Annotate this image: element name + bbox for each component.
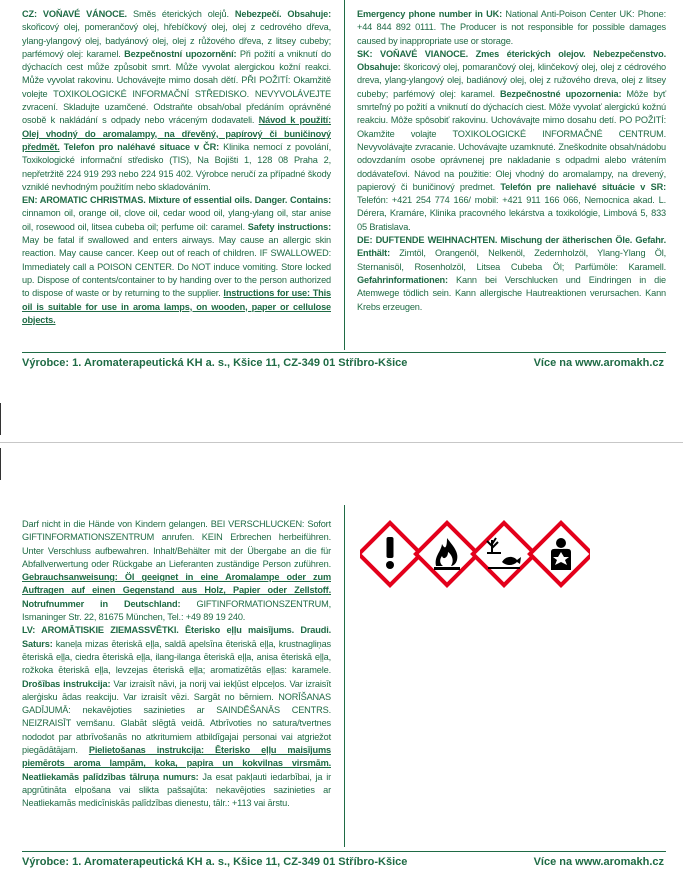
crop-mark-left-2 [0,448,1,480]
bottom-footer-website: Více na www.aromakh.cz [533,856,664,868]
lv-use-instructions: Pielietošanas instrukcija: Ēterisko eļļu maisījums piemērots aroma lampām, koka, papira un kokvilnas virsmām. [22,745,331,769]
ghs-pictograms [360,517,590,591]
cz-use-instructions: Návod k použití: Olej vhodný do aromalampy, na dřevěný, papírový či buničinový předmět. [22,115,331,152]
sk-heading: SK: VOŇAVÉ VIANOCE. Zmes éterických olejov. Nebezpečenstvo. Obsahuje: [357,48,666,73]
en-section-cont: Emergency phone number in UK: National Anti-Poison Center UK: Phone: +44 844 892 0111. The Producer is not responsible for possible damages caused by inappropriate use or storage. [357,9,666,46]
exclamation-mark-icon [360,523,421,585]
gap-separator [0,442,683,443]
bottom-footer-producer: Výrobce: 1. Aromaterapeutická KH a. s., Kšice 11, CZ-349 01 Stříbro-Kšice [22,856,408,868]
top-footer-producer: Výrobce: 1. Aromaterapeutická KH a. s., Kšice 11, CZ-349 01 Stříbro-Kšice [22,357,408,369]
cz-heading: CZ: VOŇAVÉ VÁNOCE. [22,9,127,19]
de-use-instructions: Gebrauchsanweisung: Öl geeignet in eine Aromalampe oder zum Auftragen auf einen Gegenstand aus Holz, Papier oder Zellstoff. [22,572,331,596]
column-left-top [22,8,331,327]
de-heading: DE: DUFTENDE WEIHNACHTEN. Mischung der ätherischen Öle. Gefahr. Enthält: [357,235,666,259]
crop-mark-left-1 [0,403,1,435]
sk-section: SK: VOŇAVÉ VIANOCE. Zmes éterických olejov. Nebezpečenstvo. Obsahuje: škoricový olej, pomarančový olej, klinčekový olej, olej z cédrového dreva, ylang-ylangový olej, badiánový olej, olej z ružového dreva, olej z litsey cubeby; parfémový olej: karamel. Bezpečnostné upozornenia: Môže byť smrteľný po požití a vniknutí do dýchacích ciest. Môže vyvolať alergickú kožnú reakciu. Môže spôsobiť rakovinu. Uchovávajte mimo dosahu detí. PO POŽITÍ: Okamžite volajte TOXIKOLOGICKÉ INFORMAČNÉ CENTRUM. Nevyvolávajte zvracanie. Uchovávajte uzamknuté. Zneškodnite obsah/nádobu odovzdaním osobe oprávnenej pre nakladanie s odpadmi alebo vrátením dodávateľovi. Návod na použitie: Olej vhodný do aromalampy, na drevený, papierový či buničinový predmet. Telefón pre naliehavé situácie v SR: Telefón: +421 254 774 166/ mobil: +421 911 166 066, Nemocnica akad. L. Dérera, Kramáre, Klinika pracovného lekárstva a toxikológie, Limbová 5, 833 05 Bratislava. [357,48,667,232]
health-hazard-icon [530,523,590,585]
top-footer-divider [22,352,666,353]
en-section: EN: AROMATIC CHRISTMAS. Mixture of essential oils. Danger. Contains: cinnamon oil, orange oil, clove oil, cedar wood oil, ylang-ylang oil, star anise oil, rosewood oil, litsea cubeba oil; perfume oil: caramel. Safety instructions: May be fatal if swallowed and enters airways. May cause an allergic skin reaction. May cause cancer. Keep out of reach of children. IF SWALLOWED: Immediately call a POISON CENTER. Do NOT induce vomiting. Store locked up. Dispose of contents/container to by handing over to the person authorized to dispose of waste or by returning to the supplier. Instructions for use: This oil is suitable for use in aroma lamps, on wooden, paper or cellulose objects. [22,195,332,325]
bottom-footer-divider [22,851,666,852]
bottom-column-divider [344,505,345,847]
environment-icon [473,523,535,585]
column-left-bottom [22,518,331,811]
de-section-cont: Darf nicht in die Hände von Kindern gelangen. BEI VERSCHLUCKEN: Sofort GIFTINFORMATIONSZENTRUM anrufen. KEIN Erbrechen herbeiführen. Unter Verschluss aufbewahren. Inhalt/Behälter mit der Übergabe an die für Abfallverwertung oder Rückgabe an Lieferanten zuständige Person zuführen. Gebrauchsanweisung: Öl geeignet in eine Aromalampe oder zum Auftragen auf einen Gegenstand aus Holz, Papier oder Zellstoff. Notrufnummer in Deutschland: GIFTINFORMATIONSZENTRUM, Ismaninger Str. 22, 81675 München, Tel.: +49 89 19 240. [22,519,331,623]
column-right-top [357,8,666,314]
en-use-instructions: Instructions for use: This oil is suitable for use in aroma lamps, on wooden, paper or cellulose objects. [22,288,331,325]
cz-section: CZ: VOŇAVÉ VÁNOCE. Směs éterických olejů. Nebezpečí. Obsahuje: skořicový olej, pomerančový olej, hřebíčkový olej, olej z cedrového dřeva, ylang-ylangový olej, badyánový olej, olej z růžového dřeva, z litsey cubeby; parfémový olej: karamel. Bezpečnostní upozornění: Při požití a vniknutí do dýchacích cest může způsobit smrt. Může vyvolat alergickou kožní reakci. Může vyvolat rakovinu. Uchovávejte mimo dosah dětí. PŘI POŽITÍ: Okamžitě volejte TOXIKOLOGICKÉ INFORMAČNÍ STŘEDISKO. NEVYVOLÁVEJTE zvracení. Skladujte uzamčené. Odstraňte obsah/obal předáním oprávněné osobě k nakládání s odpady nebo vráceným dodavateli. Návod k použití: Olej vhodný do aromalampy, na dřevěný, papírový či buničinový předmět. Telefon pro naléhavé situace v ČR: Klinika nemocí z povolání, Toxikologické informační středisko (TIS), Na Bojišti 1, 128 08 Praha 2, nepřetržitě 224 919 293 nebo 224 915 402. Výrobce neručí za případné škody vzniklé nevhodným použitím nebo skladováním. [22,9,331,192]
top-footer-website: Více na www.aromakh.cz [533,357,664,369]
lv-heading: LV: AROMĀTISKIE ZIEMASSVĒTKI. Ēterisko eļļu maisījums. Draudi. Saturs: [22,625,331,649]
flame-icon [416,523,478,585]
de-section: DE: DUFTENDE WEIHNACHTEN. Mischung der ätherischen Öle. Gefahr. Enthält: Zimtöl, Orangenöl, Nelkenöl, Zedernholzöl, Ylang-Ylang Öl, Sternanisöl, Rosenholzöl, Litsea Cubeba Öl; Parfümöle: Karamell. Gefahrinformationen: Kann bei Verschlucken und Eindringen in die Atemwege tödlich sein. Kann allergische Hautreaktionen verursachen. Kann Krebs erzeugen. [357,235,666,312]
en-heading: EN: AROMATIC CHRISTMAS. Mixture of essential oils. Danger. Contains: [22,195,331,206]
top-column-divider [344,0,345,350]
lv-section: LV: AROMĀTISKIE ZIEMASSVĒTKI. Ēterisko eļļu maisījums. Draudi. Saturs: kaneļa mizas ēteriskā eļļa, saldā apelsīna ēteriskā eļļa, krustnagliņas ēteriskā eļļa, ciedra ēteriskā eļļa, ilang-ilanga ēteriskā eļļa, anisa ēteriskā eļļa, rožkoka ēteriskā eļļa, levzejas ēteriskā eļļa; aromatizētās eļļas: karamele. Drošības instrukcija: Var izraisīt nāvi, ja norij vai iekļūst elpceļos. Var izraisīt alerģisku ādas reakciju. Var izraisīt vēzi. Sargāt no bērniem. NORĪŠANAS GADĪJUMĀ: nekavējoties sazinieties ar SAINDĒŠANĀS CENTRS. NEIZRAISĪT vemšanu. Glabāt slēgtā veidā. Atbrīvoties no satura/tvertnes nododot par atbrīvošanās no atkritumiem atbildīgajai personai vai atgriežot piegādātājam. Pielietošanas instrukcija: Ēterisko eļļu maisījums piemērots aroma lampām, koka, papira un kokvilnas virsmām. Neatliekamās palīdzības tālruņa numurs: Ja esat pakļauti iedarbībai, ja ir apgrūtināta elpošana vai slikta pašsajūta: nekavējoties sazinieties ar Neatliekamās medicīniskās palīdzības dienestu, tālr.: +113 vai ārstu. [22,625,332,809]
